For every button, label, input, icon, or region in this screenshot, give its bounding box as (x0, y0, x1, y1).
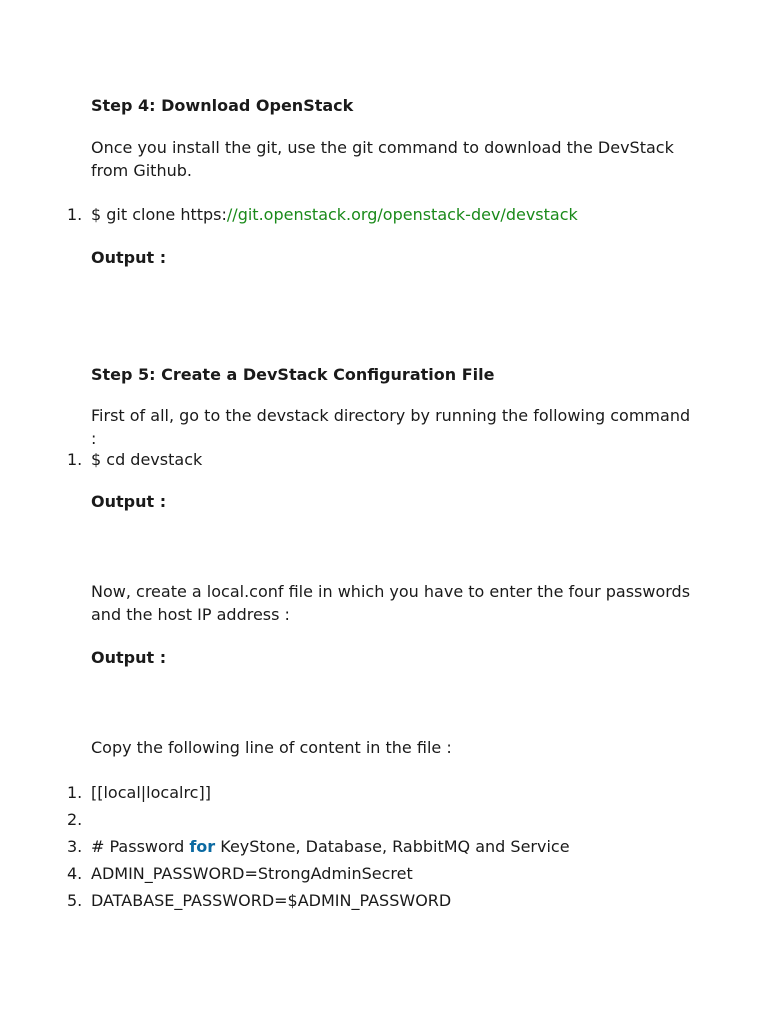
local-conf-paragraph: Now, create a local.conf file in which you have to enter the four passwords and the host IP address : (91, 582, 691, 624)
step5-intro: First of all, go to the devstack directory by running the following command : (91, 406, 691, 448)
code-line (0, 860, 700, 887)
step4-intro: Once you install the git, use the git command to download the DevStack from Github. (91, 138, 674, 180)
line-number: 1. (67, 205, 83, 224)
repo-url-link[interactable]: //git.openstack.org/openstack-dev/devstack (226, 205, 578, 224)
line-number: 4. (67, 864, 83, 883)
code-text: [[local|localrc]] (91, 783, 211, 802)
code-text: $ git clone https: (91, 205, 227, 224)
code-line (0, 201, 700, 228)
code-text: ADMIN_PASSWORD=StrongAdminSecret (91, 864, 413, 883)
line-number: 1. (67, 450, 83, 469)
line-number: 2. (67, 810, 83, 829)
code-line (0, 833, 700, 860)
step5-code-block (0, 446, 700, 473)
code-line (0, 446, 700, 473)
code-text: $ cd devstack (91, 450, 203, 469)
code-text: KeyStone, Database, RabbitMQ and Service (215, 837, 570, 856)
code-line (0, 779, 700, 806)
local-conf-file-block (0, 779, 700, 914)
code-line (0, 806, 700, 833)
copy-instruction: Copy the following line of content in the file : (91, 738, 452, 757)
step4-output-label: Output : (91, 248, 167, 267)
line-number: 3. (67, 837, 83, 856)
step5-heading: Step 5: Create a DevStack Configuration File (91, 365, 495, 384)
code-text: # Password (91, 837, 190, 856)
line-number: 5. (67, 891, 83, 910)
line-number: 1. (67, 783, 83, 802)
step4-code-block (0, 201, 700, 228)
step4-heading: Step 4: Download OpenStack (91, 96, 354, 115)
code-line (0, 887, 700, 914)
step5-output-label: Output : (91, 492, 167, 511)
step5-output-label-2: Output : (91, 648, 167, 667)
code-text: DATABASE_PASSWORD=$ADMIN_PASSWORD (91, 891, 452, 910)
code-keyword: for (189, 837, 216, 856)
